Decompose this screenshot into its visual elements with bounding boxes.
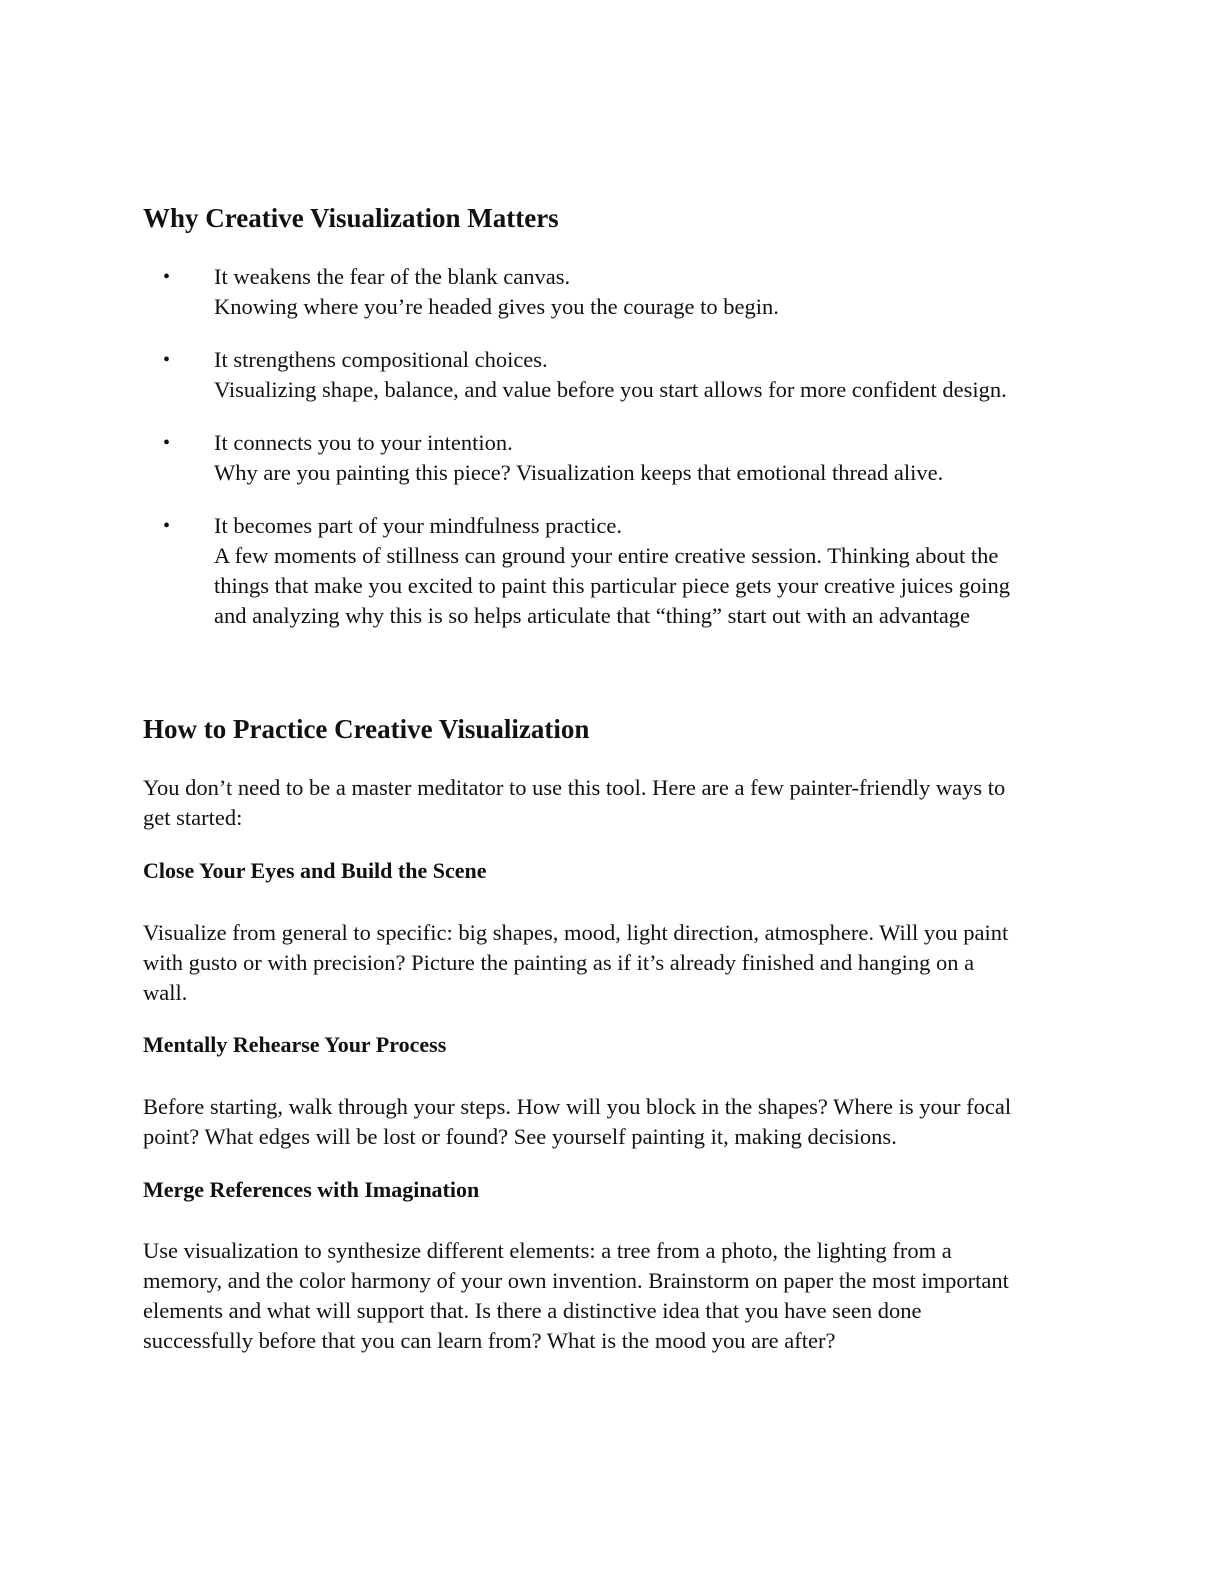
- subsection-heading: Merge References with Imagination: [143, 1177, 480, 1202]
- bullet-line: It weakens the fear of the blank canvas.: [214, 264, 571, 289]
- bullet-line: It connects you to your intention.: [214, 430, 513, 455]
- paragraph-line: successfully before that you can learn from? What is the mood you are after?: [143, 1328, 836, 1353]
- bullet-marker: •: [163, 349, 171, 371]
- bullet-line: Why are you painting this piece? Visualization keeps that emotional thread alive.: [214, 460, 944, 485]
- paragraph-line: memory, and the color harmony of your own invention. Brainstorm on paper the most important: [143, 1268, 1009, 1293]
- paragraph-line: point? What edges will be lost or found? See yourself painting it, making decisions.: [143, 1124, 897, 1149]
- subsection-heading: Mentally Rehearse Your Process: [143, 1032, 447, 1057]
- bullet-line: It becomes part of your mindfulness practice.: [214, 513, 622, 538]
- paragraph-line: Visualize from general to specific: big shapes, mood, light direction, atmosphere. Will you paint: [143, 920, 1009, 945]
- bullet-marker: •: [163, 515, 171, 537]
- subsection-paragraph: [143, 1092, 1073, 1152]
- paragraph-line: get started:: [143, 805, 243, 830]
- paragraph-line: Before starting, walk through your steps. How will you block in the shapes? Where is your focal: [143, 1094, 1012, 1119]
- bullet-line: Visualizing shape, balance, and value before you start allows for more confident design.: [214, 377, 1007, 402]
- bullet-line: things that make you excited to paint this particular piece gets your creative juices going: [214, 573, 1011, 598]
- subsection-paragraph: [143, 918, 1073, 1008]
- bullet-text: [214, 262, 1074, 322]
- paragraph-line: You don’t need to be a master meditator to use this tool. Here are a few painter-friendly ways to: [143, 775, 1006, 800]
- paragraph-line: Use visualization to synthesize different elements: a tree from a photo, the lighting from a: [143, 1238, 952, 1263]
- subsection-paragraph: [143, 1236, 1073, 1356]
- paragraph-line: wall.: [143, 980, 188, 1005]
- bullet-line: and analyzing why this is so helps articulate that “thing” start out with an advantage: [214, 603, 971, 628]
- bullet-text: [214, 345, 1074, 405]
- bullet-marker: •: [163, 266, 171, 288]
- bullet-line: A few moments of stillness can ground your entire creative session. Thinking about the: [214, 543, 999, 568]
- paragraph-line: with gusto or with precision? Picture the painting as if it’s already finished and hanging on a: [143, 950, 975, 975]
- section-heading-why: Why Creative Visualization Matters: [143, 203, 559, 233]
- subsection-heading: Close Your Eyes and Build the Scene: [143, 858, 487, 883]
- bullet-text: [214, 428, 1074, 488]
- section-heading-how: How to Practice Creative Visualization: [143, 714, 590, 744]
- bullet-text: [214, 511, 1074, 631]
- bullet-line: It strengthens compositional choices.: [214, 347, 548, 372]
- bullet-line: Knowing where you’re headed gives you the courage to begin.: [214, 294, 779, 319]
- bullet-marker: •: [163, 432, 171, 454]
- paragraph-line: elements and what will support that. Is there a distinctive idea that you have seen done: [143, 1298, 922, 1323]
- intro-paragraph: [143, 773, 1073, 833]
